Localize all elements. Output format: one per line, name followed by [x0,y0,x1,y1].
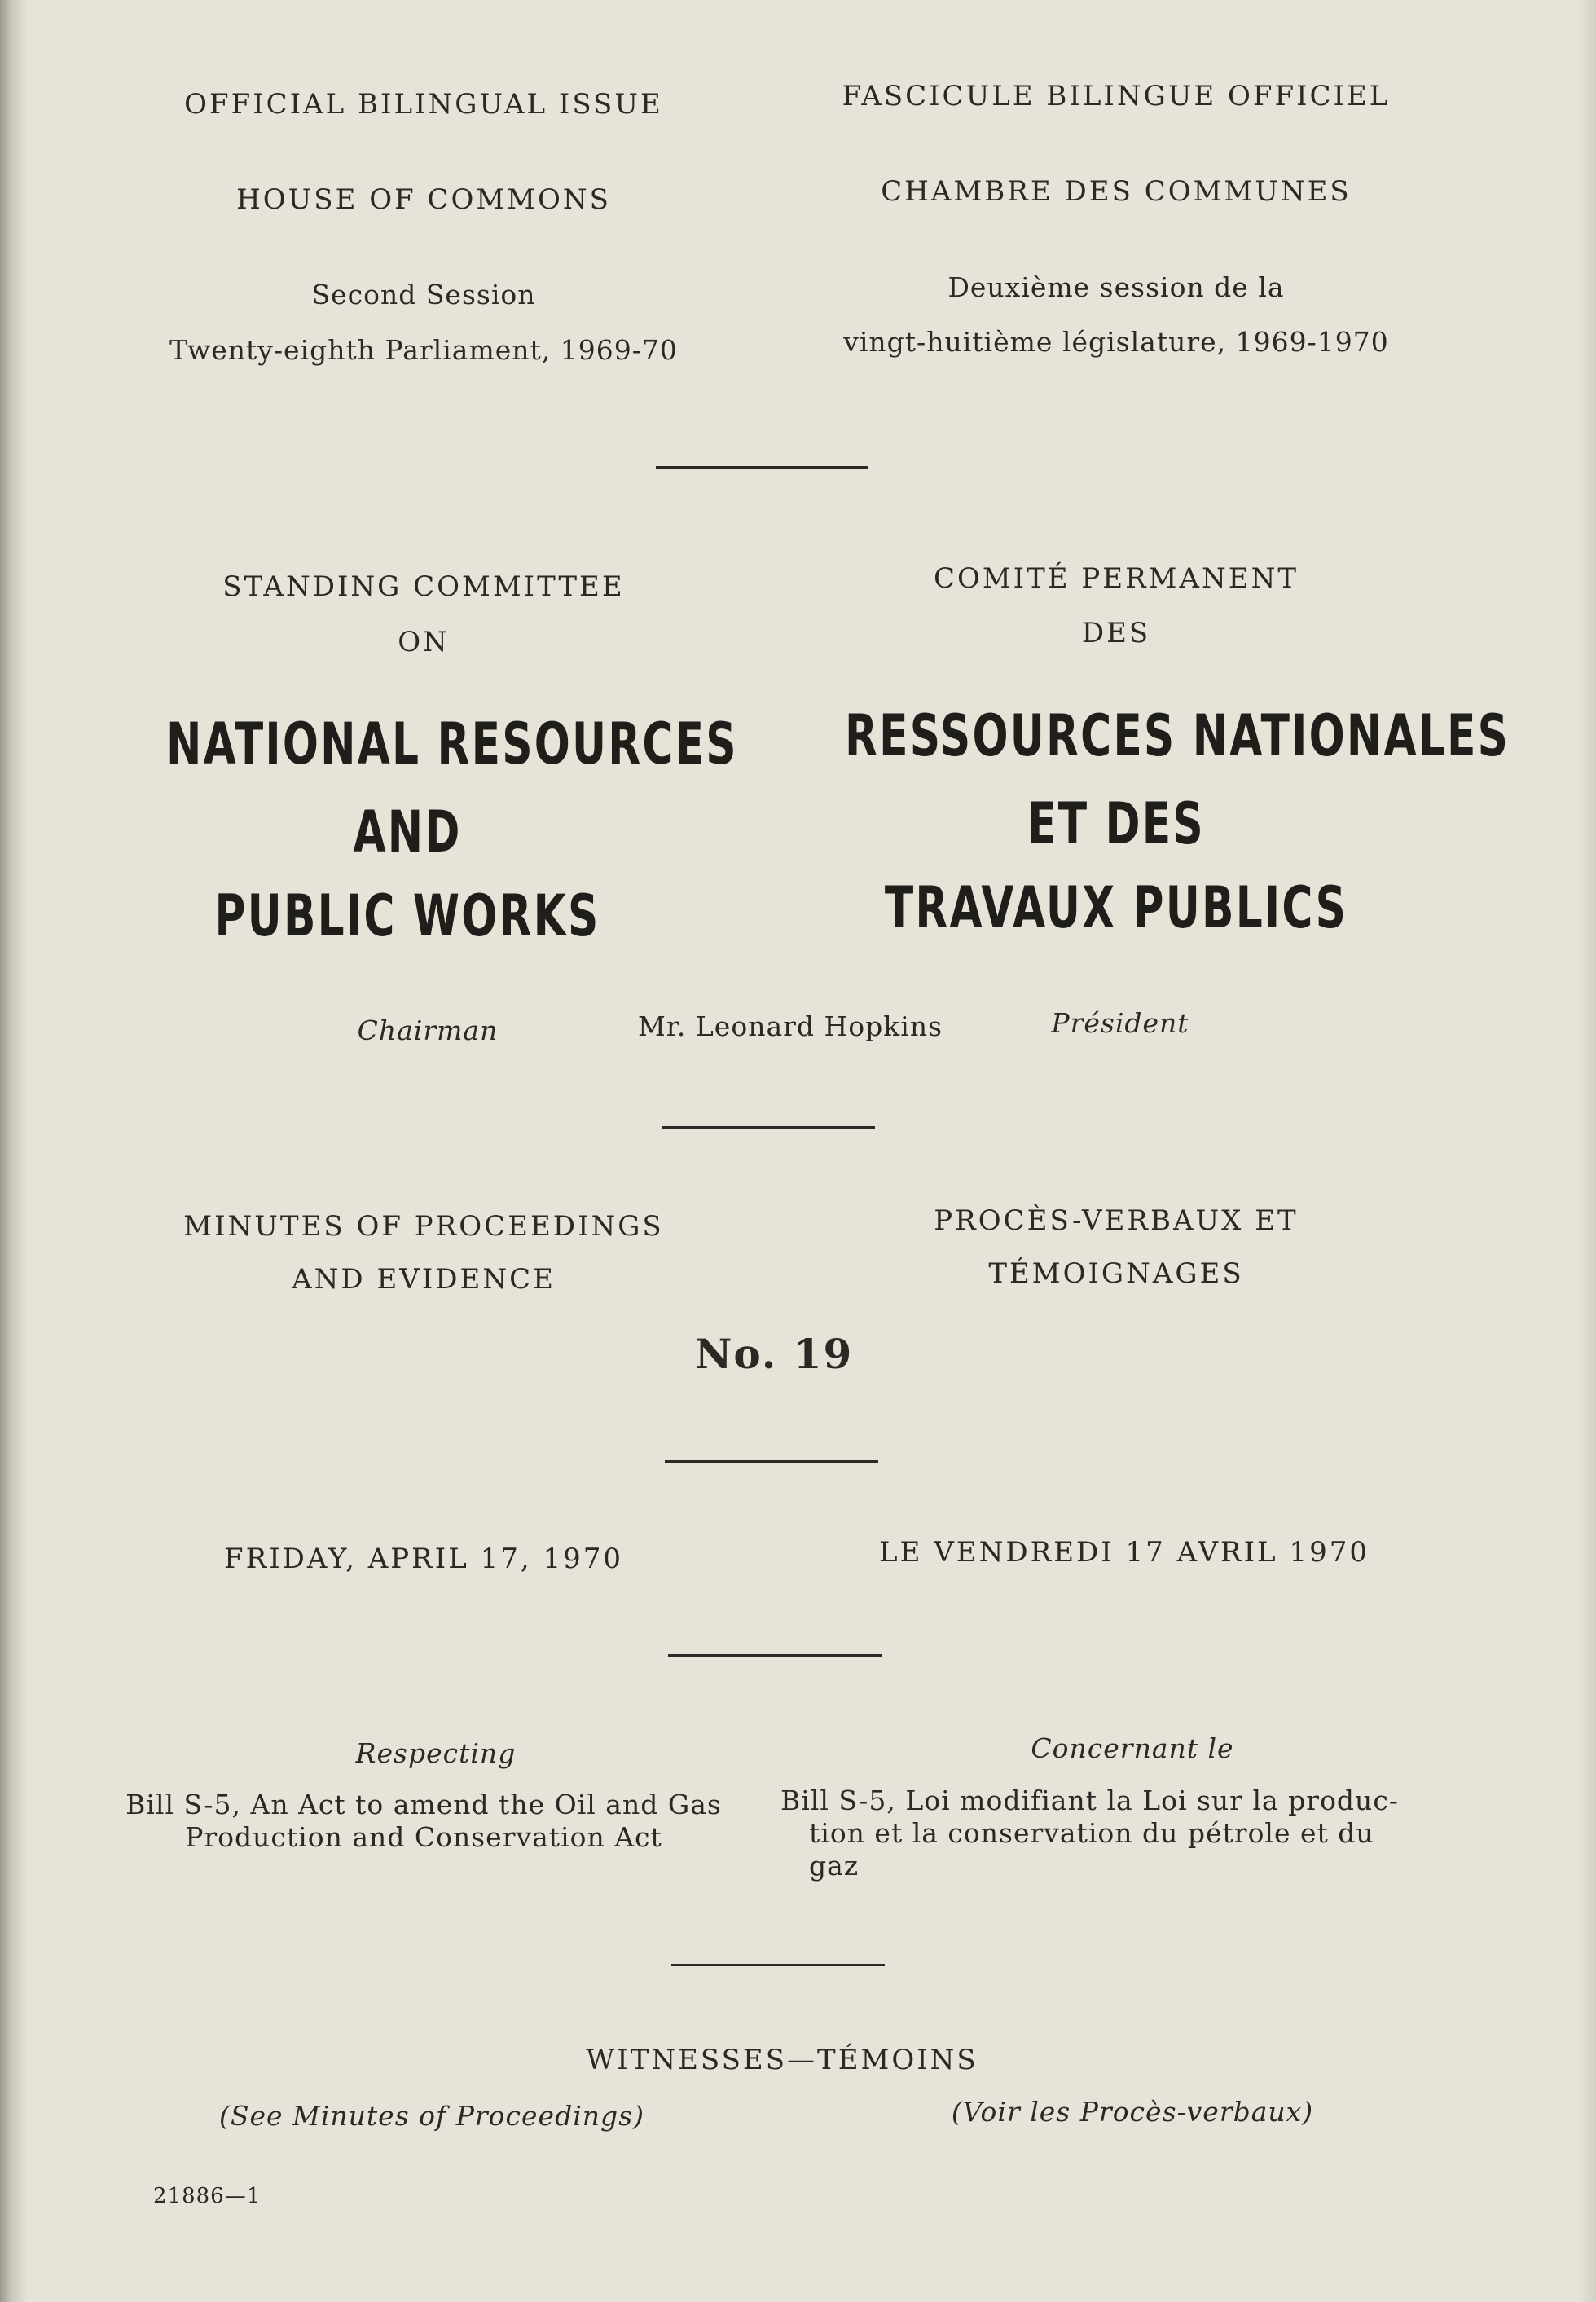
en-committee-title-1: NATIONAL RESOURCES [166,711,738,777]
fr-committee-line1: COMITÉ PERMANENT [933,562,1299,595]
en-session: Second Session [311,279,536,310]
fr-witnesses-note: (Voir les Procès-verbaux) [951,2096,1314,2128]
fr-bill-line-1: Bill S-5, Loi modifiant la Loi sur la produc- [780,1785,1399,1816]
print-code: 21886—1 [153,2184,262,2208]
concernant-label: Concernant le [1031,1732,1234,1764]
fr-parliament: vingt-huitième législature, 1969-1970 [843,326,1389,358]
fr-bill-line-3: gaz [809,1850,860,1882]
en-witnesses-note: (See Minutes of Proceedings) [219,2100,644,2132]
fr-committee-title-3: TRAVAUX PUBLICS [884,874,1348,941]
en-bill-line-1: Bill S-5, An Act to amend the Oil and Gas [125,1789,722,1820]
divider-rule [662,1126,875,1129]
en-committee-title-2: AND [353,799,462,865]
chairman-label: Chairman [357,1015,499,1046]
fr-house-title: CHAMBRE DES COMMUNES [881,175,1352,208]
en-bill-description [86,1789,762,1854]
issue-number: No. 19 [694,1330,854,1378]
divider-rule [656,466,868,469]
fr-issue-title: FASCICULE BILINGUE OFFICIEL [842,80,1391,112]
respecting-label: Respecting [355,1737,517,1769]
fr-date: LE VENDREDI 17 AVRIL 1970 [879,1536,1370,1569]
witnesses-title: WITNESSES—TÉMOINS [586,2044,978,2076]
en-bill-line-2: Production and Conservation Act [185,1821,662,1853]
en-minutes-line1: MINUTES OF PROCEEDINGS [183,1210,664,1243]
en-date: FRIDAY, APRIL 17, 1970 [224,1543,623,1575]
divider-rule [668,1654,882,1657]
page-edge [1578,0,1596,2302]
fr-bill-description [780,1785,1481,1882]
en-committee-title-3: PUBLIC WORKS [214,883,600,949]
en-issue-title: OFFICIAL BILINGUAL ISSUE [184,88,663,121]
en-house-title: HOUSE OF COMMONS [236,183,611,216]
divider-rule [665,1460,878,1463]
fr-committee-title-1: RESSOURCES NATIONALES [845,702,1510,769]
president-label: Président [1051,1007,1189,1039]
fr-session: Deuxième session de la [947,271,1285,303]
en-parliament: Twenty-eighth Parliament, 1969-70 [169,334,678,366]
binding-shadow [0,0,28,2302]
chairman-name: Mr. Leonard Hopkins [637,1010,943,1042]
en-committee-line1: STANDING COMMITTEE [222,570,625,603]
fr-committee-title-2: ET DES [1027,790,1205,857]
en-minutes-line2: AND EVIDENCE [292,1263,556,1296]
fr-bill-line-2: tion et la conservation du pétrole et du [809,1817,1374,1849]
fr-committee-line2: DES [1081,617,1151,649]
fr-minutes-line1: PROCÈS-VERBAUX ET [934,1204,1299,1237]
divider-rule [671,1964,885,1966]
en-committee-line2: ON [398,626,450,658]
fr-minutes-line2: TÉMOIGNAGES [988,1257,1244,1290]
